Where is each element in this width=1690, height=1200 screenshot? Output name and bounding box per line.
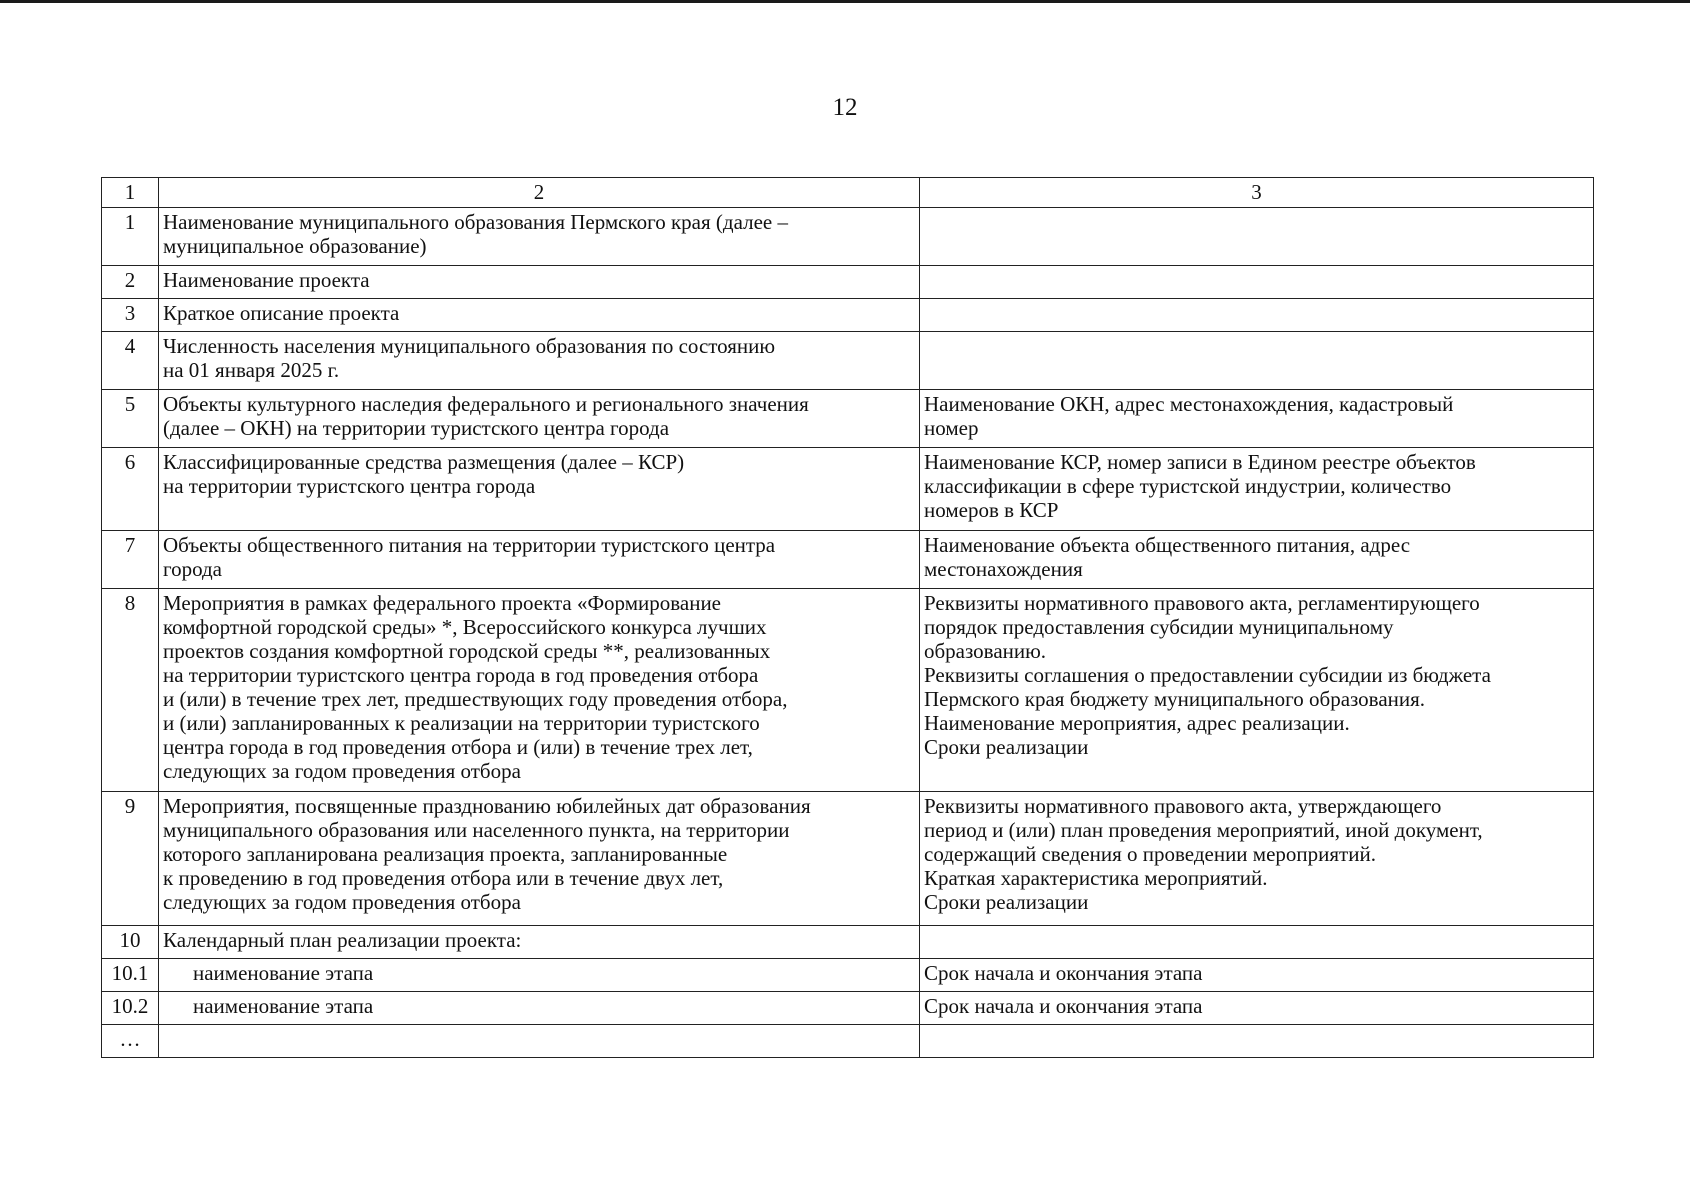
table-row xyxy=(102,266,1594,299)
row-number: 6 xyxy=(102,448,159,531)
row-label xyxy=(159,531,920,589)
table-row xyxy=(102,589,1594,792)
row-number: 5 xyxy=(102,390,159,448)
header-cell-1: 1 xyxy=(102,178,159,208)
row-label-line: на территории туристского центра города xyxy=(163,474,536,498)
row-value-line: Реквизиты соглашения о предоставлении субсидии из бюджета xyxy=(924,663,1491,687)
table-row xyxy=(102,959,1594,992)
page-edge xyxy=(0,0,1690,3)
application-form-table xyxy=(101,177,1594,1058)
row-value xyxy=(920,531,1594,589)
table-row xyxy=(102,390,1594,448)
row-value xyxy=(920,299,1594,332)
row-label xyxy=(159,926,920,959)
row-value-line: номер xyxy=(924,416,979,440)
row-label xyxy=(159,266,920,299)
row-number: 8 xyxy=(102,589,159,792)
row-label xyxy=(159,208,920,266)
header-cell-2: 2 xyxy=(159,178,920,208)
row-number: 3 xyxy=(102,299,159,332)
row-label-line: Календарный план реализации проекта: xyxy=(163,928,522,952)
row-label-line: Объекты культурного наследия федерального и регионального значения xyxy=(163,392,809,416)
table-row xyxy=(102,299,1594,332)
row-label-line: (далее – ОКН) на территории туристского центра города xyxy=(163,416,670,440)
row-value-line: Наименование мероприятия, адрес реализации. xyxy=(924,711,1350,735)
row-value-line: Наименование объекта общественного питания, адрес xyxy=(924,533,1411,557)
row-value-line: номеров в КСР xyxy=(924,498,1059,522)
page-number: 12 xyxy=(832,94,858,121)
table-row xyxy=(102,448,1594,531)
row-label xyxy=(159,390,920,448)
row-value-line: образованию. xyxy=(924,639,1047,663)
row-number: 10.1 xyxy=(102,959,159,992)
row-value-line: Наименование КСР, номер записи в Едином реестре объектов xyxy=(924,450,1476,474)
row-label-line: Объекты общественного питания на территории туристского центра xyxy=(163,533,776,557)
row-label-line: которого запланирована реализация проекта, запланированные xyxy=(163,842,728,866)
row-label xyxy=(159,332,920,390)
row-value xyxy=(920,332,1594,390)
row-number: 1 xyxy=(102,208,159,266)
row-label-line: муниципальное образование) xyxy=(163,234,427,258)
row-label-line: комфортной городской среды» *, Всероссийского конкурса лучших xyxy=(163,615,767,639)
row-label-line: Наименование муниципального образования Пермского края (далее – xyxy=(163,210,788,234)
row-label-line: к проведению в год проведения отбора или в течение двух лет, xyxy=(163,866,724,890)
row-value xyxy=(920,959,1594,992)
row-value-line: Пермского края бюджету муниципального образования. xyxy=(924,687,1426,711)
row-value-line: Реквизиты нормативного правового акта, утверждающего xyxy=(924,794,1442,818)
row-value xyxy=(920,589,1594,792)
row-label xyxy=(159,589,920,792)
row-value xyxy=(920,390,1594,448)
row-label-line: Краткое описание проекта xyxy=(163,301,400,325)
row-label xyxy=(159,448,920,531)
table-row xyxy=(102,792,1594,926)
row-value xyxy=(920,266,1594,299)
row-label xyxy=(159,299,920,332)
row-value-line: период и (или) план проведения мероприятий, иной документ, xyxy=(924,818,1483,842)
row-label xyxy=(159,1025,920,1058)
row-value xyxy=(920,792,1594,926)
row-label-line: и (или) запланированных к реализации на территории туристского xyxy=(163,711,760,735)
row-value xyxy=(920,208,1594,266)
row-label-line: и (или) в течение трех лет, предшествующих году проведения отбора, xyxy=(163,687,788,711)
row-label-line: на территории туристского центра города в год проведения отбора xyxy=(163,663,759,687)
row-label xyxy=(159,792,920,926)
row-value-line: Срок начала и окончания этапа xyxy=(924,994,1203,1018)
row-number: 10 xyxy=(102,926,159,959)
row-label-line: Мероприятия, посвященные празднованию юбилейных дат образования xyxy=(163,794,811,818)
table-header-row xyxy=(102,178,1594,208)
row-label-line: проектов создания комфортной городской среды **, реализованных xyxy=(163,639,771,663)
row-label-line: Наименование проекта xyxy=(163,268,370,292)
row-number: 7 xyxy=(102,531,159,589)
row-value-line: содержащий сведения о проведении мероприятий. xyxy=(924,842,1376,866)
table-row xyxy=(102,208,1594,266)
row-label-line: наименование этапа xyxy=(193,961,374,985)
row-label-line: следующих за годом проведения отбора xyxy=(163,890,521,914)
row-value-line: классификации в сфере туристской индустрии, количество xyxy=(924,474,1452,498)
row-value-line: Сроки реализации xyxy=(924,735,1089,759)
row-value-line: Срок начала и окончания этапа xyxy=(924,961,1203,985)
row-value-line: Наименование ОКН, адрес местонахождения, кадастровый xyxy=(924,392,1454,416)
row-value xyxy=(920,1025,1594,1058)
row-label-line: наименование этапа xyxy=(193,994,374,1018)
row-label-line: Численность населения муниципального образования по состоянию xyxy=(163,334,776,358)
row-value xyxy=(920,926,1594,959)
row-label-line: Классифицированные средства размещения (далее – КСР) xyxy=(163,450,685,474)
row-value xyxy=(920,992,1594,1025)
row-number: … xyxy=(102,1025,159,1058)
row-label xyxy=(159,959,920,992)
row-label-line: муниципального образования или населенного пункта, на территории xyxy=(163,818,790,842)
row-number: 9 xyxy=(102,792,159,926)
row-label-line: следующих за годом проведения отбора xyxy=(163,759,521,783)
row-label xyxy=(159,992,920,1025)
row-label-line: центра города в год проведения отбора и (или) в течение трех лет, xyxy=(163,735,753,759)
row-number: 4 xyxy=(102,332,159,390)
row-value-line: Краткая характеристика мероприятий. xyxy=(924,866,1268,890)
row-value-line: Сроки реализации xyxy=(924,890,1089,914)
row-label-line: города xyxy=(163,557,222,581)
table-row xyxy=(102,926,1594,959)
header-cell-3: 3 xyxy=(920,178,1594,208)
table-row xyxy=(102,531,1594,589)
table-row xyxy=(102,332,1594,390)
row-value-line: порядок предоставления субсидии муниципальному xyxy=(924,615,1394,639)
row-number: 2 xyxy=(102,266,159,299)
row-label-line: Мероприятия в рамках федерального проекта «Формирование xyxy=(163,591,722,615)
row-label-line: на 01 января 2025 г. xyxy=(163,358,340,382)
row-value-line: местонахождения xyxy=(924,557,1083,581)
table-row xyxy=(102,992,1594,1025)
row-value xyxy=(920,448,1594,531)
row-number: 10.2 xyxy=(102,992,159,1025)
row-value-line: Реквизиты нормативного правового акта, регламентирующего xyxy=(924,591,1480,615)
table-row xyxy=(102,1025,1594,1058)
